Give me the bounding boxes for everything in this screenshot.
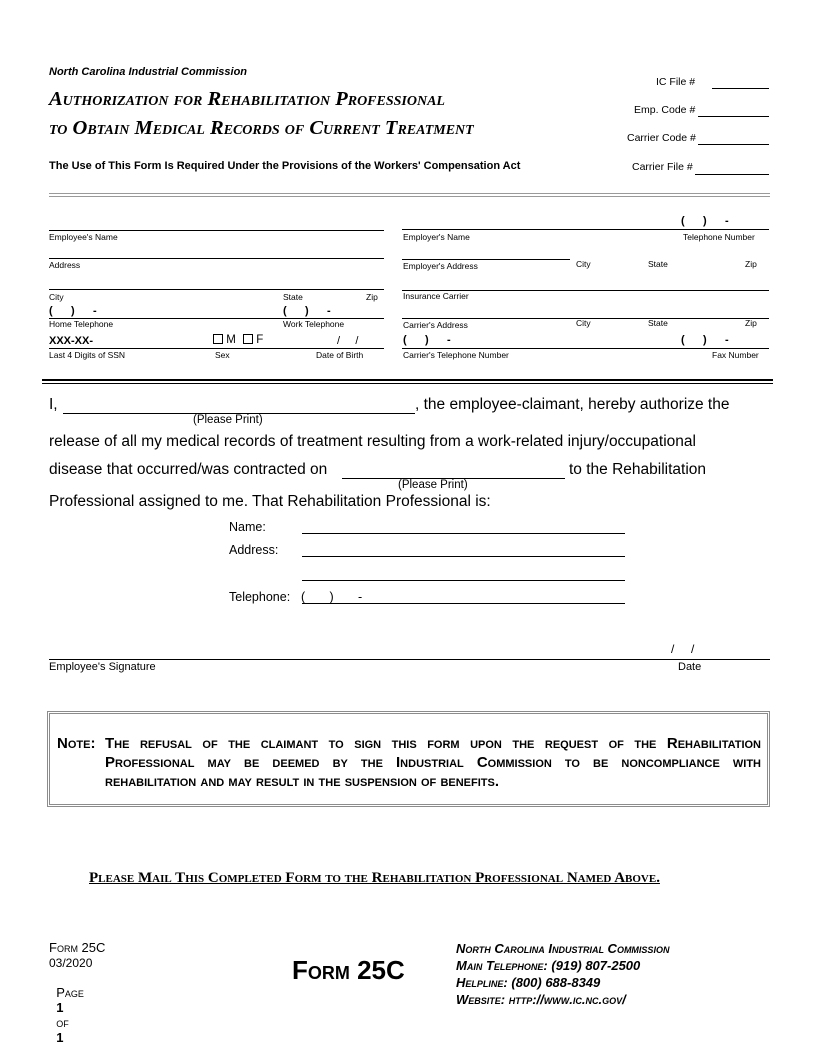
carrier-phone-label: Carrier's Telephone Number [403, 350, 509, 360]
section-divider [42, 379, 773, 381]
employee-city-label: City [49, 292, 64, 302]
employer-name-label: Employer's Name [403, 232, 470, 242]
employee-state-label: State [283, 292, 303, 302]
auth-line1-prefix: I, [49, 396, 58, 413]
main-phone-label: Main Telephone: [456, 958, 548, 973]
fax-value[interactable]: ( ) - [681, 334, 729, 346]
home-phone-value[interactable]: ( ) - [49, 305, 97, 317]
auth-line3-suffix: to the Rehabilitation [569, 461, 707, 478]
employer-address-label: Employer's Address [403, 261, 478, 271]
employer-name-line[interactable] [402, 229, 769, 230]
page-prefix: Page [56, 985, 84, 1000]
footer-date: 03/2020 [49, 956, 93, 970]
employee-name-label: Employee's Name [49, 232, 118, 242]
rehab-address-line[interactable] [302, 556, 625, 557]
footer-form-id: Form 25C [49, 940, 106, 955]
rehab-name-line[interactable] [302, 533, 625, 534]
auth-line2: release of all my medical records of treatment resulting from a work-related injury/occupational [49, 433, 696, 450]
carrier-code-label: Carrier Code # [627, 132, 696, 144]
main-phone-value: (919) 807-2500 [551, 958, 641, 973]
signature-line[interactable] [49, 659, 770, 660]
carrier-address-label: Carrier's Address [403, 320, 468, 330]
rehab-address-line-2[interactable] [302, 580, 625, 581]
rehab-name-label: Name: [229, 520, 266, 534]
ssn-value[interactable]: XXX-XX- [49, 335, 94, 347]
header-divider-2 [49, 196, 770, 197]
employee-zip-label: Zip [366, 292, 378, 302]
emp-code-line [698, 116, 769, 117]
employee-city-line[interactable] [49, 289, 384, 290]
fax-label: Fax Number [712, 350, 759, 360]
sex-m-label: M [226, 334, 236, 346]
helpline-value: (800) 688-8349 [511, 975, 601, 990]
dob-value[interactable]: / / [337, 335, 359, 347]
sex-options [213, 334, 263, 346]
note-text-1: The refusal of the claimant to sign this form upon the request of the Rehabilitation [105, 735, 761, 752]
auth-line4: Professional assigned to me. That Rehabilitation Professional is: [49, 493, 491, 510]
employer-city-label: City [576, 259, 591, 269]
carrier-phone-line [402, 348, 769, 349]
employer-address-line[interactable] [402, 259, 570, 260]
carrier-code-line [698, 144, 769, 145]
please-print-hint-2: (Please Print) [398, 479, 468, 491]
form-subtitle: The Use of This Form Is Required Under the Provisions of the Workers' Compensation Act [49, 160, 521, 172]
rehab-telephone-mask[interactable]: ( ) - [301, 590, 363, 604]
header-divider [49, 193, 770, 194]
footer-page [49, 970, 84, 1045]
rehab-telephone-label: Telephone: [229, 590, 291, 604]
page-of: of [56, 1015, 69, 1030]
note-label: Note: [57, 735, 96, 752]
employee-ssn-line [49, 348, 384, 349]
employee-address-label: Address [49, 260, 81, 270]
employee-address-line[interactable] [49, 258, 384, 259]
rehab-address-label: Address: [229, 543, 279, 557]
carrier-city-label: City [576, 318, 591, 328]
agency-name: North Carolina Industrial Commission [49, 66, 248, 78]
signature-date-label: Date [678, 661, 702, 673]
insurance-carrier-line[interactable] [402, 290, 769, 291]
auth-line1-suffix: , the employee-claimant, hereby authorize the [415, 396, 730, 413]
employer-phone-label: Telephone Number [683, 232, 755, 242]
page-total: 1 [56, 1030, 64, 1045]
carrier-address-line[interactable] [402, 318, 769, 319]
footer-helpline [456, 974, 669, 991]
footer-agency: North Carolina Industrial Commission [456, 941, 670, 956]
website-label: Website: [456, 992, 506, 1007]
footer-contact [456, 940, 669, 1008]
auth-line3-prefix: disease that occurred/was contracted on [49, 461, 328, 478]
note-text-3: rehabilitation and may result in the suspension of benefits. [105, 773, 500, 790]
footer-big-form: Form 25C [292, 955, 405, 985]
emp-code-label: Emp. Code # [634, 104, 696, 116]
footer-website[interactable] [456, 991, 669, 1008]
employee-name-line[interactable] [49, 230, 384, 231]
carrier-zip-label: Zip [745, 318, 757, 328]
rehab-telephone-line[interactable] [302, 603, 625, 604]
signature-date-mask[interactable]: / / [671, 642, 695, 656]
ic-file-line [712, 88, 769, 89]
work-phone-value[interactable]: ( ) - [283, 305, 331, 317]
form-title-line2: to Obtain Medical Records of Current Treatment [49, 117, 474, 139]
carrier-file-line [695, 174, 769, 175]
sex-m-checkbox[interactable] [213, 334, 223, 344]
sex-f-label: F [256, 334, 264, 346]
page-current: 1 [56, 1000, 64, 1015]
section-divider-2 [42, 383, 773, 384]
sex-label: Sex [215, 350, 230, 360]
signature-label: Employee's Signature [49, 661, 156, 673]
ssn-label: Last 4 Digits of SSN [49, 350, 126, 360]
work-phone-label: Work Telephone [283, 319, 345, 329]
form-title-line1: Authorization for Rehabilitation Professional [49, 88, 445, 110]
employer-phone-value[interactable]: ( ) - [681, 215, 729, 227]
carrier-phone-value[interactable]: ( ) - [403, 334, 451, 346]
website-link[interactable]: http://www.ic.nc.gov/ [508, 992, 626, 1007]
mail-instruction: Please Mail This Completed Form to the Rehabilitation Professional Named Above. [89, 870, 660, 886]
note-text-2: Professional may be deemed by the Industrial Commission to be noncompliance with [105, 754, 761, 771]
home-phone-label: Home Telephone [49, 319, 114, 329]
sex-f-checkbox[interactable] [243, 334, 253, 344]
carrier-state-label: State [648, 318, 668, 328]
employer-zip-label: Zip [745, 259, 757, 269]
helpline-label: Helpline: [456, 975, 508, 990]
footer-main-phone [456, 957, 669, 974]
carrier-file-label: Carrier File # [632, 161, 693, 173]
ic-file-label: IC File # [656, 76, 696, 88]
employer-state-label: State [648, 259, 668, 269]
please-print-hint: (Please Print) [193, 414, 263, 426]
note-box [47, 711, 770, 807]
dob-label: Date of Birth [316, 350, 364, 360]
insurance-carrier-label: Insurance Carrier [403, 291, 469, 301]
